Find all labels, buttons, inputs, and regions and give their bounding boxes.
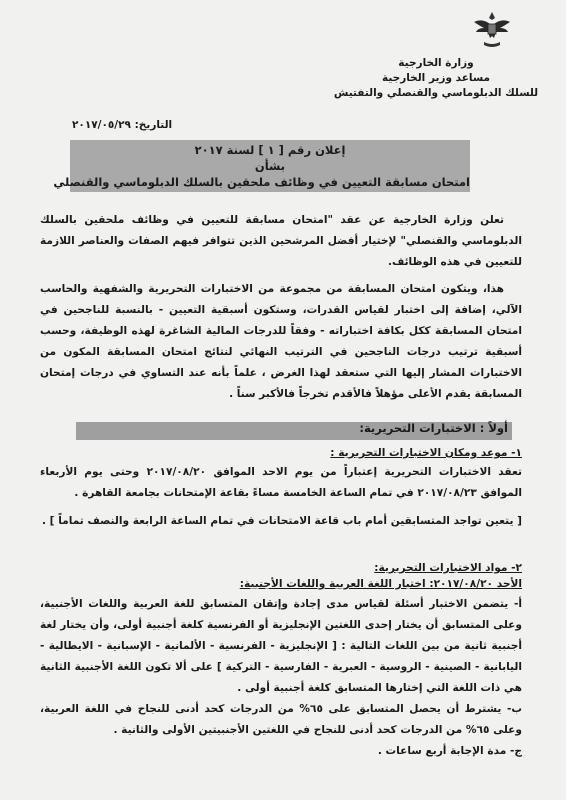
ministry-header (326, 56, 546, 101)
announcement-title-box (53, 140, 470, 192)
sub1-text: تعقد الاختبارات التحريرية إعتباراً من يوم الاحد الموافق ٢٠١٧/٠٨/٢٠ وحتى يوم الأربعاء الموافق ٢٠١٧/٠٨/٢٣ في تمام الساعة الخامسة مساءً بقاعة الإمتحانات بجامعة القاهرة . (40, 466, 523, 499)
header-line-sector: للسلك الدبلوماسي والقنصلي والتفتيش (333, 87, 539, 99)
announcement-subject: امتحان مسابقة التعيين في وظائف ملحقين بالسلك الدبلوماسي والقنصلي (53, 175, 470, 189)
sub1-block (40, 444, 522, 530)
document-date: التاريخ: ٢٠١٧/٠٥/٢٩ (72, 119, 173, 131)
announcement-about: بشأن (254, 159, 286, 173)
intro-paragraph: تعلن وزارة الخارجية عن عقد "امتحان مسابقة للتعيين في وظائف ملحقين بالسلك الدبلوماسي والقنصلي" لإختيار أفضل المرشحين الذين تتوافر فيهم الصفات والعناصر اللازمة للتعيين في هذه الوظائف. (40, 214, 522, 268)
sub2-title: ٢- مواد الاختبارات التحريرية: (374, 562, 522, 574)
announcement-number: إعلان رقم [ ١ ] لسنة ٢٠١٧ (194, 143, 346, 157)
header-line-ministry: وزارة الخارجية (398, 57, 474, 69)
item-b: ب- يشترط أن يحصل المتسابق على ٦٥% من الدرجات كحد أدنى للنجاح في اللغة العربية، وعلى ٦٥% من الدرجات كحد أدنى للنجاح في اللغتين الأجنبيتين الأولى والثانية . (40, 703, 522, 736)
sub1-title: ١- موعد ومكان الاختبارات التحريرية : (330, 447, 522, 459)
egypt-eagle-emblem-icon (470, 8, 514, 52)
sub2-block (40, 560, 522, 762)
details-paragraph: هذا، ويتكون امتحان المسابقة من مجموعة من الاختبارات التحريرية والشفهية والحاسب الآلي، إضافة إلى اختبار لقياس القدرات، وستكون أسبقية التعيين - بالنسبة للناجحين في امتحان المسابقة ككل بكافة اختباراته - وفقاً للدرجات المالية الشاغرة لهذه الوظيفة، وحسب أسبقية ترتيب درجات الناجحين في الترتيب النهائي لنتائج امتحان المسابقة المكون من الاختبارات المشار إليها التي ستعقد لهذا الغرض ، علماً بأنه عند التساوي في درجات إمتحان المسابقة يقدم الأعلى مؤهلاً فالأقدم تخرجاً فالأكبر سناً . (40, 283, 522, 400)
header-line-assistant: مساعد وزير الخارجية (381, 72, 491, 84)
document-body (40, 210, 522, 411)
item-c: ج- مدة الإجابة أربع ساعات . (377, 745, 522, 757)
sub2-date-line: الأحد ٢٠١٧/٠٨/٢٠: اختبار اللغة العربية واللغات الأجنبية: (239, 578, 522, 590)
section-written-tests-title: أولاً : الاختبارات التحريرية: (359, 421, 508, 435)
item-a: أ- يتضمن الاختبار أسئلة لقياس مدى إجادة وإتقان المتسابق للغة العربية واللغات الأجنبية، وعلى المتسابق أن يختار إحدى اللغتين الإنجليزية أو الفرنسية كلغة أجنبية أولى، وأن يختار لغة أجنبية ثانية من بين اللغات التالية : [ الإنجليزية - الفرنسية - الألمانية - الإسبانية - الايطالية - اليابانية - الصينية - الروسية - العبرية - الفارسية - التركية ] على ألا تكون اللغة الأجنبية الثانية هي ذات اللغة التي إختارها المتسابق كلغة أجنبية أولى . (40, 598, 522, 694)
sub1-note: [ يتعين تواجد المتسابقين أمام باب قاعة الامتحانات في تمام الساعة الرابعة والنصف تماماً ] . (41, 515, 522, 527)
